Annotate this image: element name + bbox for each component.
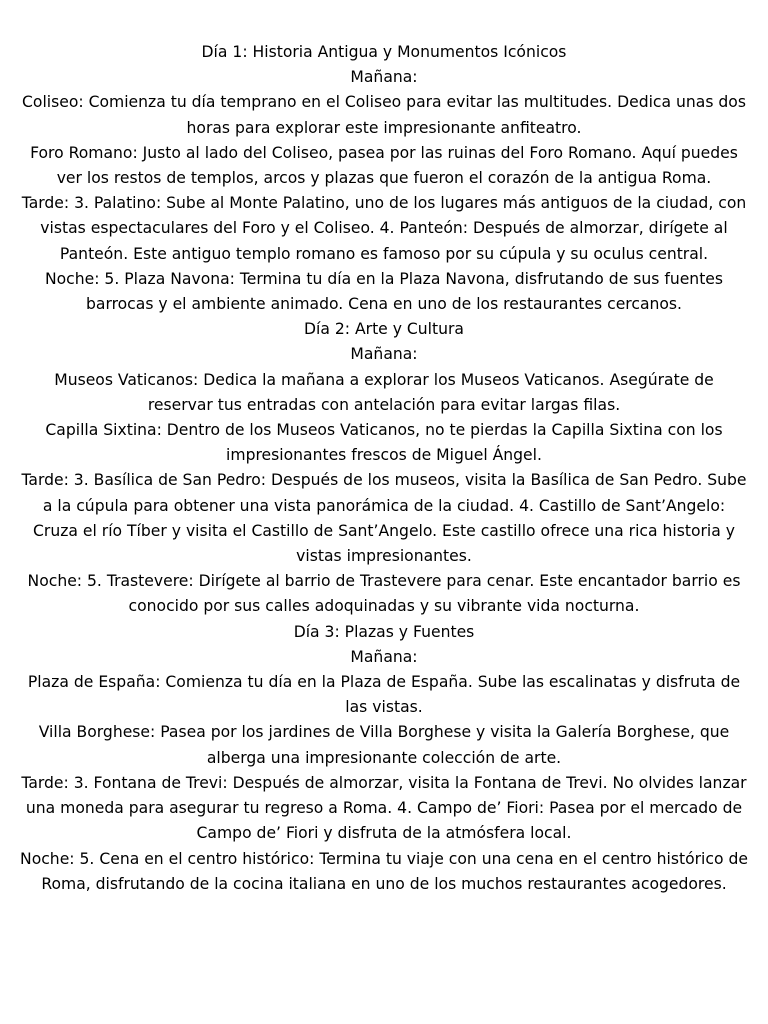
paragraph-capilla-sixtina: Capilla Sixtina: Dentro de los Museos Vaticanos, no te pierdas la Capilla Sixtina con los impresionantes frescos de Miguel Ángel.	[45, 421, 723, 465]
day-2-morning-label: Mañana:	[350, 345, 418, 364]
paragraph-villa-borghese: Villa Borghese: Pasea por los jardines de Villa Borghese y visita la Galería Borghese, que alberga una impresionante colección de arte.	[38, 723, 730, 767]
paragraph-foro-romano: Foro Romano: Justo al lado del Coliseo, pasea por las ruinas del Foro Romano. Aquí puedes ver los restos de templos, arcos y plazas que fueron el corazón de la antigua Roma.	[30, 143, 738, 188]
day-1-morning-label: Mañana:	[350, 68, 418, 87]
itinerary-document	[0, 40, 768, 897]
paragraph-coliseo: Coliseo: Comienza tu día temprano en el Coliseo para evitar las multitudes. Dedica unas dos horas para explorar este impresionante anfiteatro.	[22, 93, 746, 137]
paragraph-day-3-night: Noche: 5. Cena en el centro histórico: Termina tu viaje con una cena en el centro histórico de Roma, disfrutando de la cocina italiana en uno de los muchos restaurantes acogedores.	[20, 849, 748, 893]
day-3-heading: Día 3: Plazas y Fuentes	[293, 622, 475, 641]
day-3-morning-label: Mañana:	[350, 647, 418, 666]
paragraph-day-1-night: Noche: 5. Plaza Navona: Termina tu día en la Plaza Navona, disfrutando de sus fuentes barrocas y el ambiente animado. Cena en uno de los restaurantes cercanos.	[44, 269, 724, 314]
paragraph-day-3-afternoon: Tarde: 3. Fontana de Trevi: Después de almorzar, visita la Fontana de Trevi. No olvides lanzar una moneda para asegurar tu regreso a Roma. 4. Campo de’ Fiori: Pasea por el mercado de Campo de’ Fiori y disfruta de la atmósfera local.	[21, 773, 747, 843]
paragraph-day-1-afternoon: Tarde: 3. Palatino: Sube al Monte Palatino, uno de los lugares más antiguos de la ciudad, con vistas espectaculares del Foro y el Coliseo. 4. Panteón: Después de almorzar, dirígete al Panteón. Este antiguo templo romano es famoso por su cúpula y su oculus central.	[21, 194, 747, 263]
day-2-heading: Día 2: Arte y Cultura	[304, 320, 464, 339]
paragraph-day-2-afternoon: Tarde: 3. Basílica de San Pedro: Después de los museos, visita la Basílica de San Pedro. Sube a la cúpula para obtener una vista panorámica de la ciudad. 4. Castillo de Sant’Angelo: Cruza el río Tíber y visita el Castillo de Sant’Angelo. Este castillo ofrece una rica historia y vistas impresionantes.	[21, 471, 747, 566]
paragraph-museos-vaticanos: Museos Vaticanos: Dedica la mañana a explorar los Museos Vaticanos. Asegúrate de reservar tus entradas con antelación para evitar largas filas.	[54, 370, 714, 414]
day-1-heading: Día 1: Historia Antigua y Monumentos Icónicos	[201, 43, 567, 61]
paragraph-plaza-de-espana: Plaza de España: Comienza tu día en la Plaza de España. Sube las escalinatas y disfruta de las vistas.	[27, 673, 741, 717]
paragraph-day-2-night: Noche: 5. Trastevere: Dirígete al barrio de Trastevere para cenar. Este encantador barrio es conocido por sus calles adoquinadas y su vibrante vida nocturna.	[27, 572, 741, 616]
